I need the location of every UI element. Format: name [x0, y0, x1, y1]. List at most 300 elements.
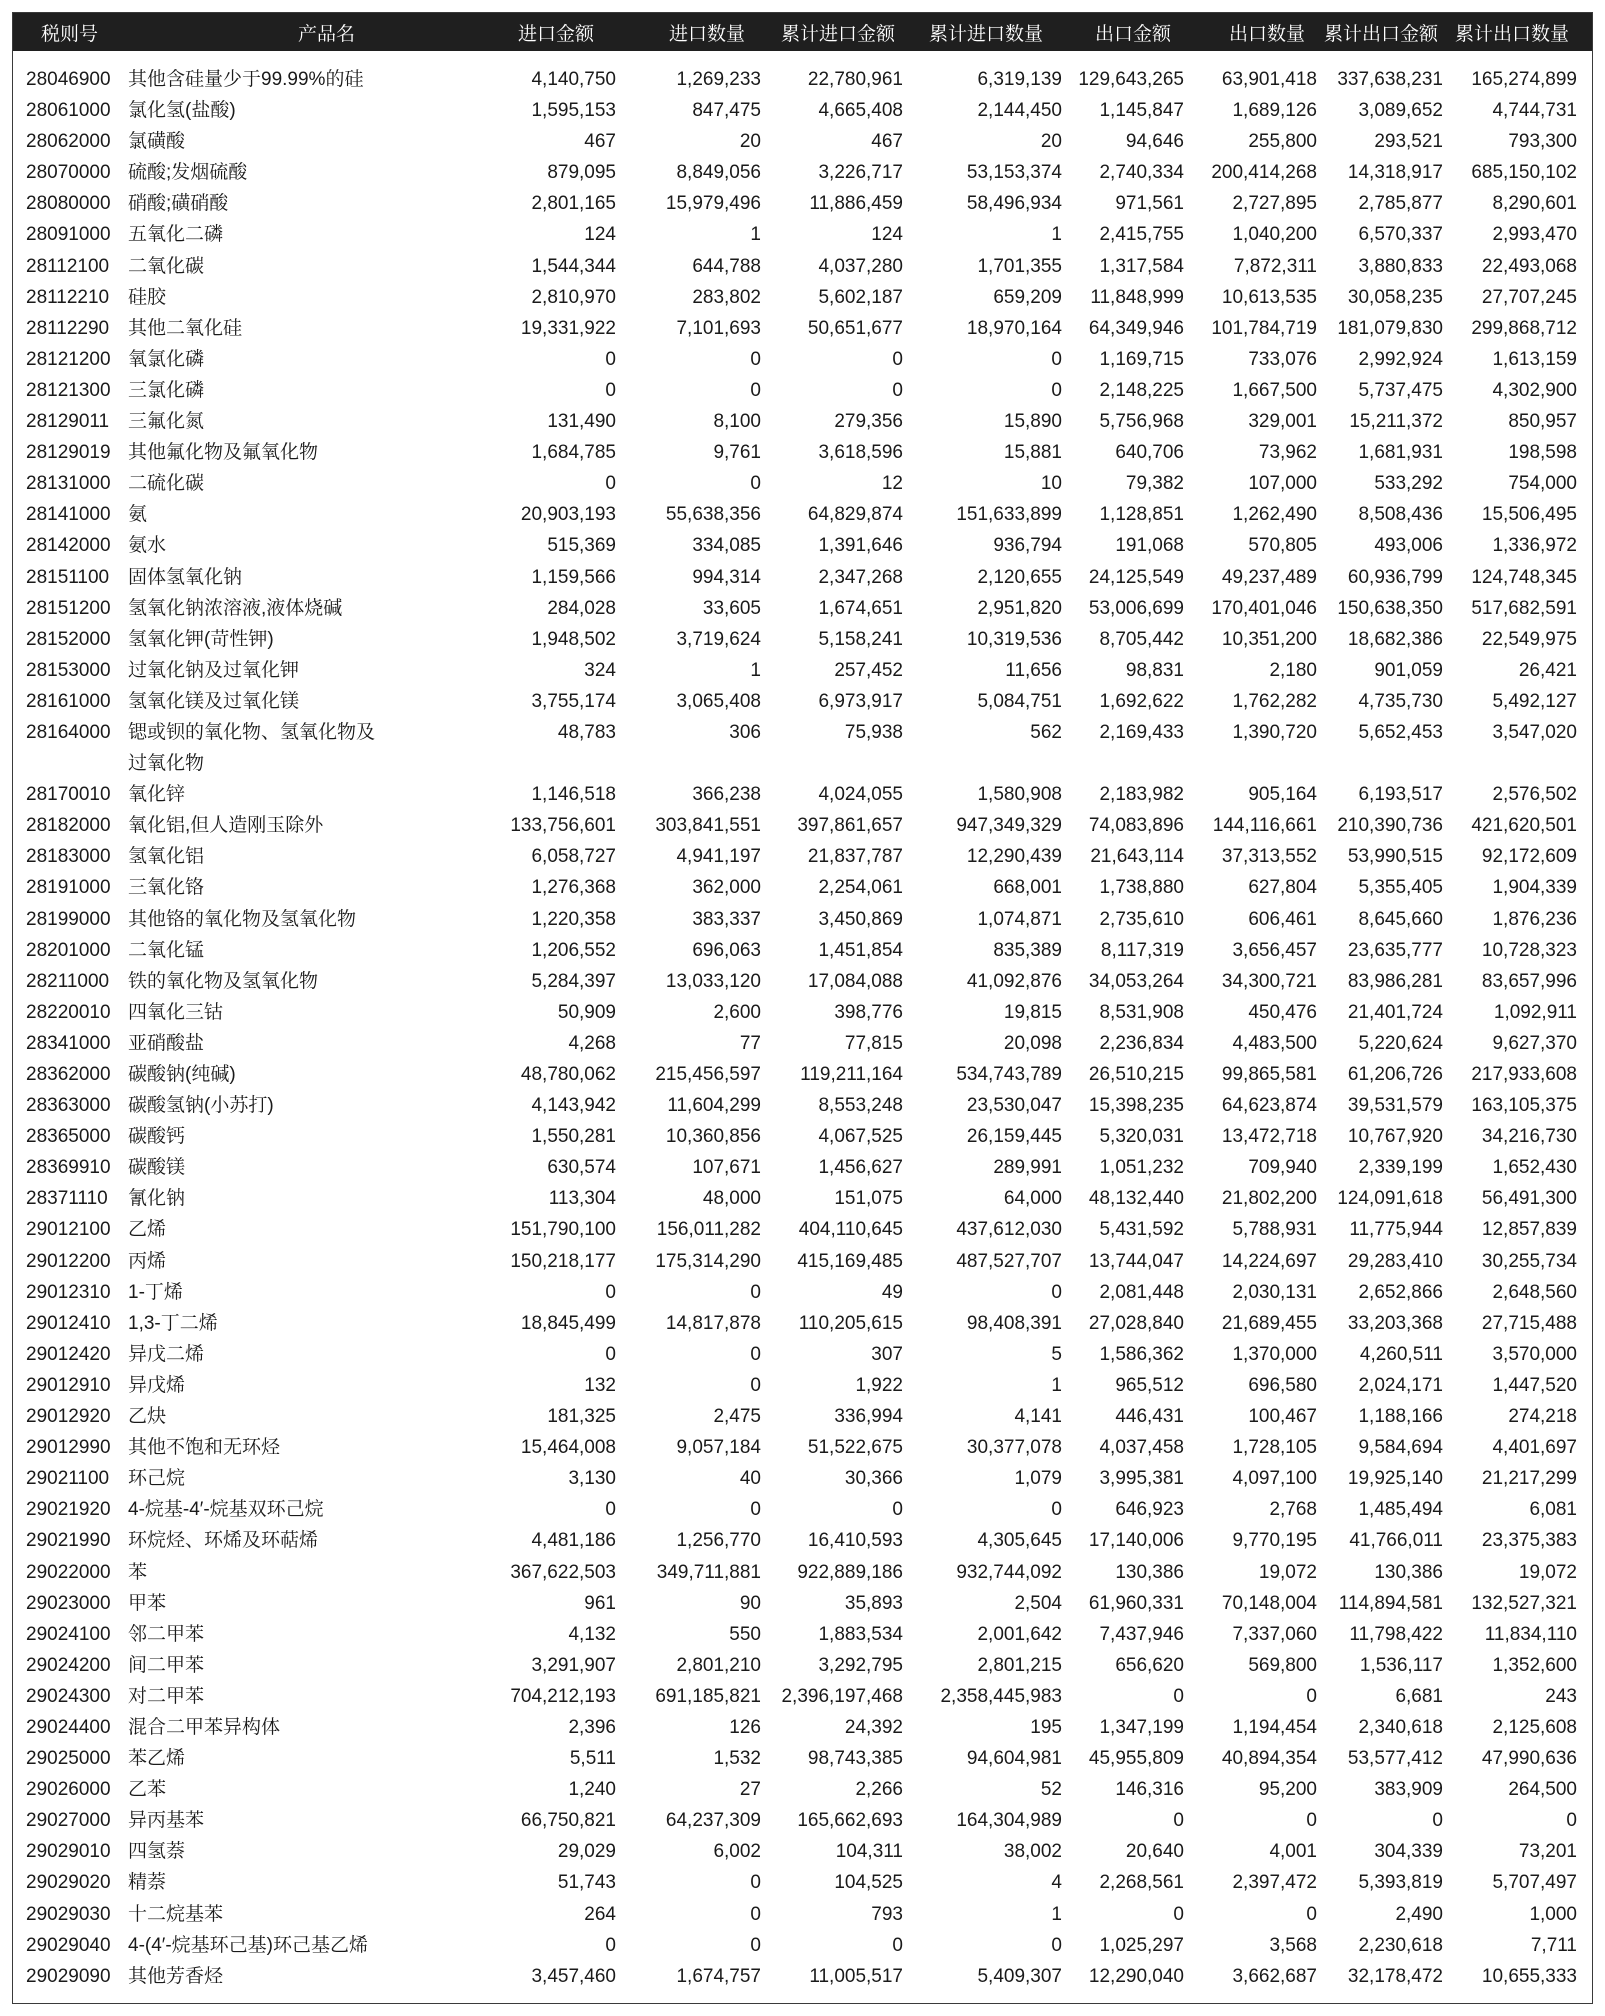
cell-cumulative-import-value: 11,886,459 [809, 193, 903, 215]
cell-import-value: 181,325 [547, 1406, 616, 1428]
cell-export-value: 1,051,232 [1099, 1157, 1184, 1179]
cell-tariff-code: 28365000 [26, 1126, 111, 1148]
cell-import-value: 1,146,518 [531, 784, 616, 806]
cell-import-value: 1,220,358 [531, 908, 616, 930]
cell-cumulative-import-value: 75,938 [844, 721, 903, 743]
cell-tariff-code: 28121200 [26, 348, 111, 370]
table-row [13, 1152, 1592, 1183]
cell-cumulative-export-quantity: 56,491,300 [1481, 1188, 1577, 1210]
cell-export-quantity: 40,894,354 [1221, 1748, 1317, 1770]
cell-tariff-code: 28151100 [26, 566, 110, 588]
cell-cumulative-export-value: 2,024,171 [1358, 1374, 1443, 1396]
cell-export-quantity: 905,164 [1248, 784, 1317, 806]
cell-cumulative-export-quantity: 23,375,383 [1481, 1530, 1577, 1552]
cell-cumulative-import-quantity: 53,153,374 [966, 162, 1062, 184]
cell-cumulative-export-quantity: 2,576,502 [1492, 784, 1577, 806]
cell-import-quantity: 64,237,309 [665, 1810, 761, 1832]
cell-cumulative-export-quantity: 15,506,495 [1481, 504, 1577, 526]
cell-product-name: 间二甲苯 [128, 1654, 205, 1676]
cell-tariff-code: 28371110 [26, 1188, 108, 1210]
cell-export-value: 64,349,946 [1088, 317, 1184, 339]
cell-cumulative-export-value: 1,188,166 [1358, 1406, 1443, 1428]
cell-cumulative-import-value: 4,024,055 [818, 784, 903, 806]
cell-import-quantity: 0 [750, 473, 761, 495]
table-row [13, 1712, 1592, 1743]
cell-tariff-code: 29026000 [26, 1779, 111, 1801]
cell-product-name: 氢氧化钾(苛性钾) [128, 628, 274, 650]
cell-import-value: 0 [605, 1499, 616, 1521]
cell-tariff-code: 28131000 [26, 473, 111, 495]
cell-product-name: 硝酸;磺硝酸 [128, 193, 229, 215]
cell-export-value: 2,236,834 [1099, 1032, 1184, 1054]
cell-cumulative-import-value: 6,973,917 [818, 690, 903, 712]
cell-cumulative-import-quantity: 1,074,871 [977, 908, 1062, 930]
cell-export-quantity: 9,770,195 [1232, 1530, 1317, 1552]
cell-tariff-code: 29024400 [26, 1716, 111, 1738]
cell-export-value: 2,740,334 [1099, 162, 1184, 184]
cell-cumulative-import-quantity: 20 [1040, 131, 1062, 153]
cell-product-name: 碳酸氢钠(小苏打) [128, 1095, 274, 1117]
cell-cumulative-import-value: 12 [881, 473, 903, 495]
cell-cumulative-export-quantity: 1,447,520 [1492, 1374, 1577, 1396]
cell-export-quantity: 144,116,661 [1212, 815, 1317, 837]
cell-cumulative-export-quantity: 34,216,730 [1481, 1126, 1577, 1148]
cell-import-quantity: 11,604,299 [667, 1095, 761, 1117]
cell-product-name: 苯 [128, 1561, 148, 1583]
cell-cumulative-import-value: 0 [892, 1499, 903, 1521]
cell-import-value: 66,750,821 [520, 1810, 616, 1832]
cell-product-name: 异戊二烯 [128, 1343, 205, 1365]
cell-cumulative-export-quantity: 754,000 [1508, 473, 1577, 495]
cell-cumulative-import-quantity: 2,120,655 [977, 566, 1062, 588]
cell-import-value: 515,369 [547, 535, 616, 557]
cell-export-value: 26,510,215 [1088, 1064, 1184, 1085]
cell-cumulative-export-quantity: 274,218 [1508, 1406, 1577, 1428]
cell-import-quantity: 7,101,693 [676, 317, 761, 339]
cell-cumulative-export-value: 15,211,372 [1349, 411, 1443, 433]
cell-cumulative-export-value: 150,638,350 [1337, 597, 1443, 619]
cell-import-value: 2,801,165 [531, 193, 616, 215]
table-row [13, 1308, 1592, 1339]
cell-cumulative-import-quantity: 38,002 [1003, 1841, 1062, 1863]
cell-cumulative-export-quantity: 165,274,899 [1471, 69, 1577, 90]
table-row [13, 375, 1592, 406]
cell-cumulative-export-quantity: 19,072 [1518, 1561, 1577, 1583]
cell-import-quantity: 6,002 [713, 1841, 761, 1863]
cell-cumulative-import-value: 2,254,061 [818, 877, 903, 899]
table-row [13, 1836, 1592, 1867]
cell-cumulative-import-value: 4,665,408 [818, 100, 903, 122]
cell-cumulative-export-value: 1,485,494 [1358, 1499, 1443, 1521]
cell-export-value: 8,705,442 [1099, 628, 1184, 650]
cell-product-name: 四氧化三钴 [128, 1001, 224, 1023]
cell-export-quantity: 0 [1306, 1810, 1317, 1832]
cell-cumulative-export-value: 2,490 [1395, 1903, 1443, 1925]
cell-cumulative-export-quantity: 5,707,497 [1492, 1872, 1577, 1894]
cell-export-quantity: 1,194,454 [1232, 1716, 1317, 1738]
cell-product-name: 氢氧化镁及过氧化镁 [128, 690, 300, 712]
cell-import-value: 18,845,499 [520, 1312, 616, 1334]
cell-export-value: 8,531,908 [1099, 1001, 1184, 1023]
table-header [13, 13, 1592, 51]
cell-import-quantity: 334,085 [692, 535, 761, 557]
cell-import-value: 1,544,344 [531, 255, 616, 277]
cell-cumulative-export-quantity: 264,500 [1508, 1779, 1577, 1801]
cell-export-value: 129,643,265 [1078, 69, 1184, 90]
cell-tariff-code: 28182000 [26, 815, 111, 837]
cell-import-quantity: 349,711,881 [656, 1561, 761, 1583]
cell-export-quantity: 49,237,489 [1221, 566, 1317, 588]
cell-cumulative-export-quantity: 421,620,501 [1471, 815, 1577, 837]
cell-export-quantity: 2,727,895 [1232, 193, 1317, 215]
cell-product-name: 硅胶 [128, 286, 167, 308]
cell-cumulative-import-value: 151,075 [834, 1188, 903, 1210]
table-row [13, 1401, 1592, 1432]
header-export-quantity: 出口数量 [1228, 23, 1305, 45]
cell-tariff-code: 28091000 [26, 224, 111, 246]
cell-import-value: 4,143,942 [531, 1095, 616, 1117]
table-row [13, 1370, 1592, 1401]
cell-product-name: 甲苯 [128, 1592, 167, 1614]
cell-cumulative-import-value: 3,618,596 [818, 442, 903, 464]
cell-cumulative-import-quantity: 19,815 [1003, 1001, 1062, 1023]
cell-cumulative-import-value: 24,392 [844, 1716, 903, 1738]
cell-import-value: 1,550,281 [531, 1126, 616, 1148]
cell-import-value: 5,284,397 [531, 970, 616, 992]
cell-tariff-code: 29024300 [26, 1685, 111, 1707]
cell-cumulative-export-quantity: 5,492,127 [1492, 690, 1577, 712]
cell-product-name: 二氧化碳 [128, 255, 205, 277]
cell-import-value: 29,029 [557, 1841, 616, 1863]
header-tariff-code: 税则号 [41, 23, 99, 45]
cell-export-value: 191,068 [1115, 535, 1184, 557]
cell-cumulative-import-value: 2,266 [855, 1779, 903, 1801]
cell-cumulative-export-quantity: 11,834,110 [1484, 1623, 1577, 1645]
cell-cumulative-export-value: 2,652,866 [1358, 1281, 1443, 1303]
cell-cumulative-import-value: 279,356 [834, 411, 903, 433]
table-row [13, 1774, 1592, 1805]
cell-cumulative-import-value: 1,451,854 [818, 939, 903, 961]
cell-import-quantity: 15,979,496 [665, 193, 761, 215]
cell-export-value: 1,692,622 [1099, 690, 1184, 712]
cell-import-value: 0 [605, 348, 616, 370]
cell-export-value: 48,132,440 [1088, 1188, 1184, 1210]
cell-import-value: 131,490 [547, 411, 616, 433]
cell-cumulative-export-value: 2,339,199 [1358, 1157, 1443, 1179]
cell-cumulative-export-value: 53,577,412 [1347, 1748, 1443, 1770]
cell-cumulative-import-quantity: 1,079 [1014, 1468, 1062, 1490]
cell-export-value: 1,145,847 [1099, 100, 1184, 122]
cell-tariff-code: 28211000 [26, 970, 110, 992]
header-export-value: 出口金额 [1094, 23, 1171, 45]
cell-export-value: 1,347,199 [1099, 1716, 1184, 1738]
cell-cumulative-export-value: 5,652,453 [1358, 721, 1443, 743]
cell-cumulative-import-quantity: 5,409,307 [977, 1965, 1062, 1987]
cell-cumulative-export-value: 5,393,819 [1358, 1872, 1443, 1894]
cell-import-value: 3,457,460 [531, 1965, 616, 1987]
cell-cumulative-import-value: 404,110,645 [798, 1219, 903, 1241]
cell-export-value: 13,744,047 [1088, 1250, 1184, 1272]
cell-import-quantity: 27 [739, 1779, 761, 1801]
cell-cumulative-export-quantity: 22,549,975 [1481, 628, 1577, 650]
cell-cumulative-export-quantity: 12,857,839 [1481, 1219, 1577, 1241]
table-row [13, 219, 1592, 250]
cell-cumulative-export-quantity: 3,547,020 [1492, 721, 1577, 743]
cell-export-value: 2,148,225 [1099, 379, 1184, 401]
cell-cumulative-import-value: 415,169,485 [797, 1250, 903, 1272]
cell-cumulative-export-value: 383,909 [1374, 1779, 1443, 1801]
cell-cumulative-export-quantity: 47,990,636 [1481, 1748, 1577, 1770]
cell-import-value: 961 [584, 1592, 616, 1614]
cell-export-quantity: 1,262,490 [1232, 504, 1317, 526]
cell-cumulative-import-quantity: 947,349,329 [956, 815, 1062, 837]
cell-cumulative-export-value: 23,635,777 [1347, 939, 1443, 961]
cell-export-quantity: 170,401,046 [1211, 597, 1317, 619]
cell-export-value: 61,960,331 [1088, 1592, 1184, 1614]
cell-import-value: 50,909 [557, 1001, 616, 1023]
cell-export-quantity: 0 [1306, 1685, 1317, 1707]
cell-cumulative-export-quantity: 793,300 [1508, 131, 1577, 153]
cell-import-quantity: 303,841,551 [655, 815, 761, 837]
cell-cumulative-export-quantity: 83,657,996 [1481, 970, 1577, 992]
cell-cumulative-import-value: 124 [871, 224, 903, 246]
cell-import-quantity: 4,941,197 [676, 846, 761, 868]
cell-product-name: 碳酸镁 [128, 1157, 186, 1179]
cell-import-value: 1,684,785 [531, 442, 616, 464]
cell-import-quantity: 2,801,210 [676, 1654, 761, 1676]
cell-export-quantity: 450,476 [1248, 1001, 1317, 1023]
cell-tariff-code: 29025000 [26, 1748, 111, 1770]
cell-export-value: 8,117,319 [1100, 939, 1184, 961]
cell-import-value: 1,159,566 [531, 566, 616, 588]
cell-export-value: 24,125,549 [1088, 566, 1184, 588]
cell-cumulative-import-quantity: 10 [1040, 473, 1062, 495]
cell-import-quantity: 847,475 [692, 100, 761, 122]
cell-import-quantity: 48,000 [702, 1188, 761, 1210]
cell-cumulative-import-quantity: 487,527,707 [956, 1250, 1062, 1272]
cell-import-value: 2,396 [568, 1716, 616, 1738]
cell-import-quantity: 3,719,624 [676, 628, 761, 650]
cell-tariff-code: 28191000 [26, 877, 111, 899]
cell-cumulative-import-quantity: 2,951,820 [977, 597, 1062, 619]
cell-export-value: 98,831 [1125, 659, 1184, 681]
cell-import-value: 3,755,174 [531, 690, 616, 712]
table-row [13, 1743, 1592, 1774]
cell-cumulative-export-value: 0 [1432, 1810, 1443, 1832]
cell-cumulative-import-quantity: 4,141 [1014, 1406, 1062, 1428]
table-row [13, 1557, 1592, 1588]
table-row [13, 655, 1592, 686]
cell-tariff-code: 28142000 [26, 535, 111, 557]
table-row [13, 872, 1592, 903]
cell-cumulative-export-value: 4,735,730 [1358, 690, 1443, 712]
cell-export-quantity: 5,788,931 [1232, 1219, 1317, 1241]
cell-cumulative-import-quantity: 26,159,445 [966, 1126, 1062, 1148]
cell-product-name: 对二甲苯 [128, 1685, 205, 1707]
cell-import-quantity: 0 [750, 1872, 761, 1894]
table-row [13, 251, 1592, 282]
cell-tariff-code: 29027000 [26, 1810, 111, 1832]
cell-import-quantity: 8,849,056 [676, 162, 761, 184]
cell-import-quantity: 40 [739, 1468, 761, 1490]
cell-product-name: 硫酸;发烟硫酸 [128, 162, 248, 184]
cell-export-value: 94,646 [1125, 131, 1184, 153]
cell-export-value: 0 [1173, 1810, 1184, 1832]
cell-export-value: 646,923 [1115, 1499, 1184, 1521]
cell-cumulative-import-value: 17,084,088 [807, 970, 903, 992]
cell-tariff-code: 29029020 [26, 1872, 111, 1894]
cell-export-quantity: 329,001 [1248, 411, 1317, 433]
cell-cumulative-import-value: 30,366 [844, 1468, 903, 1490]
cell-export-quantity: 10,613,535 [1221, 286, 1317, 308]
cell-export-quantity: 733,076 [1248, 348, 1317, 370]
cell-cumulative-import-quantity: 195 [1030, 1716, 1062, 1738]
cell-export-value: 45,955,809 [1088, 1748, 1184, 1770]
cell-product-name: 氯化氢(盐酸) [128, 100, 236, 122]
cell-cumulative-import-quantity: 0 [1051, 1281, 1062, 1303]
cell-product-name: 氨水 [128, 535, 167, 557]
cell-tariff-code: 28341000 [26, 1032, 111, 1054]
cell-tariff-code: 29021920 [26, 1499, 111, 1521]
cell-cumulative-import-quantity: 20,098 [1003, 1032, 1062, 1054]
cell-cumulative-export-quantity: 217,933,608 [1471, 1064, 1577, 1085]
cell-cumulative-export-value: 6,193,517 [1358, 784, 1443, 806]
cell-product-name: 碳酸钠(纯碱) [128, 1064, 236, 1085]
cell-cumulative-import-quantity: 2,001,642 [977, 1623, 1062, 1645]
cell-cumulative-export-value: 10,767,920 [1347, 1126, 1443, 1148]
cell-cumulative-import-quantity: 30,377,078 [966, 1437, 1062, 1459]
cell-cumulative-export-value: 5,220,624 [1358, 1032, 1443, 1054]
header-cumulative-export-value: 累计出口金额 [1323, 23, 1438, 45]
cell-cumulative-import-quantity: 2,504 [1014, 1592, 1062, 1614]
cell-cumulative-export-quantity: 299,868,712 [1471, 317, 1577, 339]
cell-cumulative-export-quantity: 2,125,608 [1492, 1716, 1577, 1738]
cell-tariff-code: 29012310 [26, 1281, 111, 1303]
cell-tariff-code: 28112100 [26, 255, 110, 277]
cell-cumulative-import-value: 5,602,187 [818, 286, 903, 308]
cell-cumulative-export-value: 2,785,877 [1358, 193, 1443, 215]
cell-cumulative-export-value: 901,059 [1374, 659, 1443, 681]
cell-cumulative-import-quantity: 2,358,445,983 [940, 1685, 1062, 1707]
header-cumulative-import-value: 累计进口金额 [780, 23, 895, 45]
cell-export-value: 0 [1173, 1903, 1184, 1925]
cell-export-quantity: 10,351,200 [1221, 628, 1317, 650]
cell-import-quantity: 14,817,878 [665, 1312, 761, 1334]
cell-product-name: 锶或钡的氧化物、氢氧化物及 过氧化物 [128, 721, 376, 775]
table-row [13, 499, 1592, 530]
cell-export-value: 1,317,584 [1099, 255, 1184, 277]
cell-cumulative-export-quantity: 7,711 [1530, 1934, 1577, 1956]
cell-cumulative-import-quantity: 5 [1051, 1343, 1062, 1365]
header-import-value: 进口金额 [517, 23, 594, 45]
cell-tariff-code: 28363000 [26, 1095, 111, 1117]
cell-import-value: 630,574 [547, 1157, 616, 1179]
cell-import-quantity: 2,600 [713, 1001, 761, 1023]
cell-cumulative-export-quantity: 8,290,601 [1492, 193, 1577, 215]
cell-export-value: 53,006,699 [1088, 597, 1184, 619]
cell-cumulative-export-quantity: 1,876,236 [1492, 908, 1577, 930]
cell-export-value: 1,128,851 [1099, 504, 1184, 526]
cell-export-quantity: 7,872,311 [1233, 255, 1317, 277]
cell-cumulative-export-value: 33,203,368 [1347, 1312, 1443, 1334]
cell-cumulative-export-quantity: 21,217,299 [1481, 1468, 1577, 1490]
cell-export-value: 130,386 [1115, 1561, 1184, 1583]
cell-import-quantity: 0 [750, 379, 761, 401]
cell-cumulative-export-quantity: 73,201 [1518, 1841, 1577, 1863]
table-row [13, 1525, 1592, 1556]
cell-product-name: 氰化钠 [128, 1188, 186, 1210]
cell-tariff-code: 29021990 [26, 1530, 111, 1552]
cell-cumulative-import-quantity: 15,890 [1003, 411, 1062, 433]
cell-cumulative-import-quantity: 0 [1051, 1934, 1062, 1956]
cell-cumulative-import-value: 307 [871, 1343, 903, 1365]
cell-tariff-code: 28153000 [26, 659, 111, 681]
cell-import-quantity: 283,802 [692, 286, 761, 308]
cell-import-quantity: 691,185,821 [655, 1685, 761, 1707]
cell-export-quantity: 19,072 [1258, 1561, 1317, 1583]
cell-product-name: 乙烯 [128, 1219, 167, 1241]
table-row [13, 686, 1592, 717]
cell-cumulative-import-quantity: 835,389 [993, 939, 1062, 961]
cell-tariff-code: 28152000 [26, 628, 111, 650]
cell-export-value: 2,735,610 [1099, 908, 1184, 930]
cell-import-value: 48,783 [557, 721, 616, 743]
cell-export-quantity: 696,580 [1248, 1374, 1317, 1396]
cell-product-name: 精萘 [128, 1872, 167, 1894]
cell-export-quantity: 1,390,720 [1232, 721, 1317, 743]
cell-tariff-code: 29012410 [26, 1312, 111, 1334]
table-row [13, 562, 1592, 593]
cell-cumulative-import-value: 49 [881, 1281, 903, 1303]
cell-tariff-code: 28112210 [26, 286, 110, 308]
cell-import-value: 0 [605, 473, 616, 495]
cell-export-quantity: 107,000 [1248, 473, 1317, 495]
cell-product-name: 其他氟化物及氟氧化物 [128, 442, 319, 464]
cell-cumulative-export-value: 2,340,618 [1358, 1716, 1443, 1738]
cell-cumulative-import-quantity: 668,001 [993, 877, 1062, 899]
cell-cumulative-export-quantity: 4,302,900 [1492, 379, 1577, 401]
cell-cumulative-export-value: 5,737,475 [1358, 379, 1443, 401]
table-row [13, 779, 1592, 810]
cell-export-value: 1,738,880 [1099, 877, 1184, 899]
cell-export-quantity: 569,800 [1248, 1654, 1317, 1676]
cell-cumulative-export-quantity: 1,000 [1529, 1903, 1577, 1925]
cell-export-value: 965,512 [1115, 1374, 1184, 1396]
cell-export-value: 79,382 [1125, 473, 1184, 495]
cell-export-quantity: 3,568 [1269, 1934, 1317, 1956]
cell-cumulative-import-value: 104,311 [835, 1841, 903, 1863]
cell-import-quantity: 107,671 [692, 1157, 761, 1179]
cell-tariff-code: 28170010 [26, 784, 111, 806]
cell-tariff-code: 28183000 [26, 846, 111, 868]
cell-cumulative-import-value: 104,525 [834, 1872, 903, 1894]
table-row [13, 406, 1592, 437]
cell-cumulative-import-quantity: 18,970,164 [966, 317, 1062, 339]
table-row [13, 1588, 1592, 1619]
cell-product-name: 过氧化钠及过氧化钾 [128, 659, 300, 681]
cell-import-value: 4,268 [568, 1032, 616, 1054]
cell-tariff-code: 29029090 [26, 1965, 111, 1987]
cell-export-value: 7,437,946 [1099, 1623, 1184, 1645]
cell-cumulative-export-quantity: 132,527,321 [1471, 1592, 1577, 1614]
cell-cumulative-import-value: 98,743,385 [807, 1748, 903, 1770]
cell-cumulative-import-value: 1,456,627 [818, 1157, 903, 1179]
cell-cumulative-export-value: 124,091,618 [1337, 1188, 1443, 1210]
cell-import-value: 20,903,193 [520, 504, 616, 526]
cell-cumulative-export-value: 29,283,410 [1347, 1250, 1443, 1272]
cell-tariff-code: 29012200 [26, 1250, 111, 1272]
table-row [13, 1805, 1592, 1836]
